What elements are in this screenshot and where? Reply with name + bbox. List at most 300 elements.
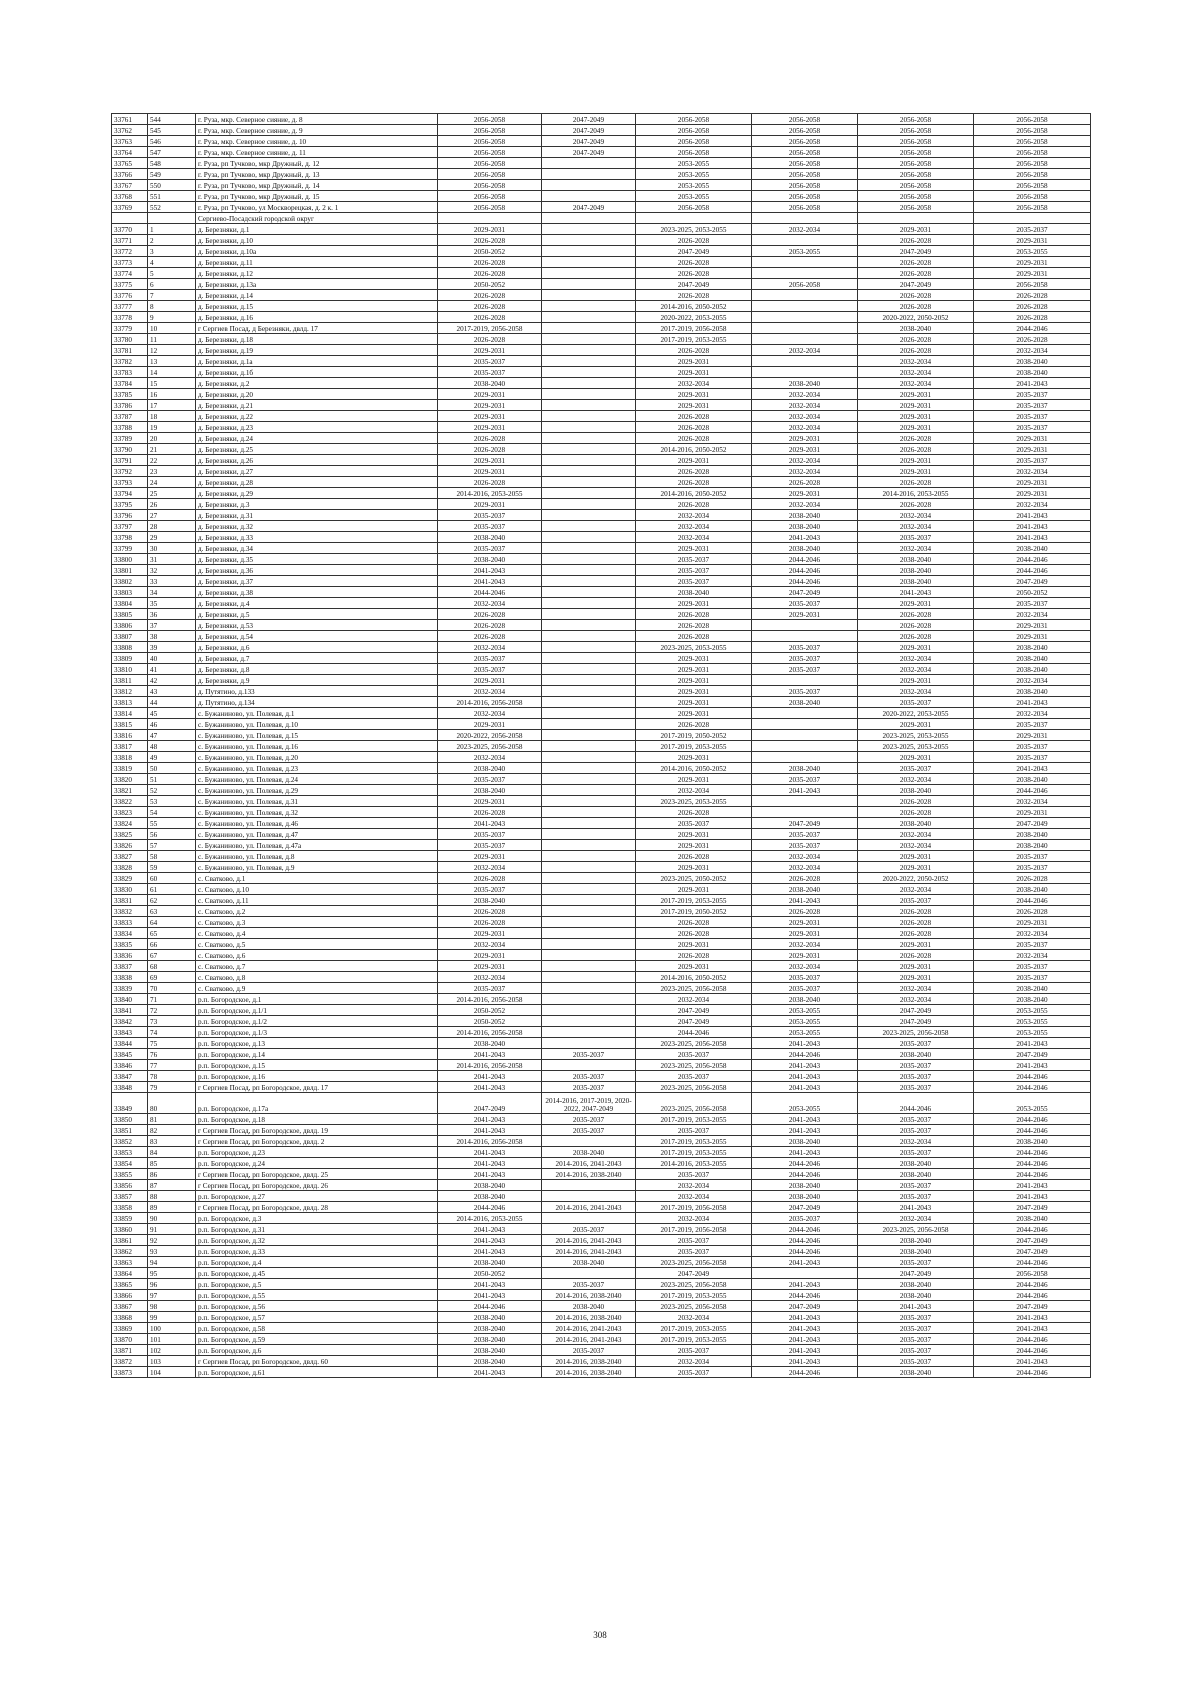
row-number-cell: 11 xyxy=(148,334,196,345)
period-3-cell: 2029-2031 xyxy=(636,664,752,675)
row-id-cell: 33786 xyxy=(112,400,148,411)
period-6-cell: 2038-2040 xyxy=(974,840,1091,851)
row-id-cell: 33855 xyxy=(112,1169,148,1180)
period-4-cell: 2032-2034 xyxy=(752,939,858,950)
period-5-cell: 2032-2034 xyxy=(858,1213,974,1224)
period-1-cell: 2026-2028 xyxy=(438,807,542,818)
table-row xyxy=(112,1268,1091,1279)
table-row xyxy=(112,169,1091,180)
row-number-cell: 547 xyxy=(148,147,196,158)
table-row xyxy=(112,1082,1091,1093)
row-number-cell: 68 xyxy=(148,961,196,972)
period-6-cell: 2044-2046 xyxy=(974,1279,1091,1290)
row-number-cell: 47 xyxy=(148,730,196,741)
period-4-cell: 2035-2037 xyxy=(752,653,858,664)
period-5-cell: 2056-2058 xyxy=(858,169,974,180)
row-number-cell: 31 xyxy=(148,554,196,565)
period-3-cell: 2017-2019, 2053-2055 xyxy=(636,1114,752,1125)
row-number-cell: 3 xyxy=(148,246,196,257)
row-id-cell: 33785 xyxy=(112,389,148,400)
period-4-cell: 2035-2037 xyxy=(752,983,858,994)
address-cell: с. Бужаниново, ул. Полевая, д.15 xyxy=(196,730,438,741)
table-row xyxy=(112,1334,1091,1345)
period-5-cell: 2056-2058 xyxy=(858,147,974,158)
row-id-cell: 33765 xyxy=(112,158,148,169)
row-id-cell: 33854 xyxy=(112,1158,148,1169)
period-5-cell: 2041-2043 xyxy=(858,587,974,598)
period-3-cell: 2023-2025, 2056-2058 xyxy=(636,1060,752,1071)
row-id-cell: 33784 xyxy=(112,378,148,389)
period-3-cell: 2026-2028 xyxy=(636,609,752,620)
period-5-cell: 2035-2037 xyxy=(858,1345,974,1356)
period-2-cell xyxy=(542,763,636,774)
period-5-cell: 2026-2028 xyxy=(858,301,974,312)
period-2-cell xyxy=(542,554,636,565)
period-4-cell: 2053-2055 xyxy=(752,1027,858,1038)
address-cell: Сергиево-Посадский городской округ xyxy=(196,213,438,224)
address-cell: д. Березняки, д.25 xyxy=(196,444,438,455)
row-id-cell: 33827 xyxy=(112,851,148,862)
period-4-cell xyxy=(752,620,858,631)
period-1-cell: 2029-2031 xyxy=(438,400,542,411)
row-id-cell: 33790 xyxy=(112,444,148,455)
row-number-cell: 82 xyxy=(148,1125,196,1136)
period-1-cell: 2044-2046 xyxy=(438,587,542,598)
row-number-cell: 71 xyxy=(148,994,196,1005)
period-6-cell: 2032-2034 xyxy=(974,499,1091,510)
row-number-cell: 46 xyxy=(148,719,196,730)
period-4-cell xyxy=(752,752,858,763)
period-6-cell: 2038-2040 xyxy=(974,356,1091,367)
table-row xyxy=(112,785,1091,796)
period-5-cell: 2038-2040 xyxy=(858,1158,974,1169)
row-id-cell: 33783 xyxy=(112,367,148,378)
period-2-cell xyxy=(542,1038,636,1049)
row-id-cell: 33787 xyxy=(112,411,148,422)
period-2-cell: 2014-2016, 2041-2043 xyxy=(542,1202,636,1213)
row-number-cell: 14 xyxy=(148,367,196,378)
period-4-cell: 2053-2055 xyxy=(752,246,858,257)
period-5-cell: 2035-2037 xyxy=(858,1125,974,1136)
row-id-cell: 33799 xyxy=(112,543,148,554)
address-cell: д. Березняки, д.24 xyxy=(196,433,438,444)
row-number-cell: 21 xyxy=(148,444,196,455)
period-2-cell xyxy=(542,158,636,169)
period-4-cell: 2053-2055 xyxy=(752,1005,858,1016)
period-5-cell: 2032-2034 xyxy=(858,356,974,367)
table-row xyxy=(112,334,1091,345)
row-number-cell: 10 xyxy=(148,323,196,334)
period-2-cell: 2038-2040 xyxy=(542,1301,636,1312)
page-number: 308 xyxy=(593,1630,607,1640)
row-number-cell: 17 xyxy=(148,400,196,411)
row-id-cell: 33794 xyxy=(112,488,148,499)
period-3-cell: 2017-2019, 2056-2058 xyxy=(636,323,752,334)
period-6-cell: 2032-2034 xyxy=(974,796,1091,807)
period-4-cell: 2035-2037 xyxy=(752,829,858,840)
period-1-cell: 2035-2037 xyxy=(438,543,542,554)
period-4-cell xyxy=(752,257,858,268)
row-number-cell: 48 xyxy=(148,741,196,752)
table-row xyxy=(112,598,1091,609)
period-4-cell xyxy=(752,290,858,301)
period-6-cell: 2044-2046 xyxy=(974,554,1091,565)
period-6-cell: 2035-2037 xyxy=(974,389,1091,400)
period-4-cell xyxy=(752,807,858,818)
table-row xyxy=(112,246,1091,257)
period-6-cell: 2035-2037 xyxy=(974,598,1091,609)
period-2-cell xyxy=(542,1136,636,1147)
period-3-cell: 2032-2034 xyxy=(636,1356,752,1367)
period-5-cell: 2047-2049 xyxy=(858,246,974,257)
address-cell: р.п. Богородское, д.13 xyxy=(196,1038,438,1049)
period-1-cell: 2026-2028 xyxy=(438,312,542,323)
period-2-cell xyxy=(542,213,636,224)
period-6-cell: 2056-2058 xyxy=(974,202,1091,213)
address-cell: д. Березняки, д.23 xyxy=(196,422,438,433)
period-6-cell: 2041-2043 xyxy=(974,1180,1091,1191)
period-1-cell: 2026-2028 xyxy=(438,268,542,279)
period-6-cell: 2041-2043 xyxy=(974,1356,1091,1367)
table-row xyxy=(112,664,1091,675)
period-5-cell: 2029-2031 xyxy=(858,862,974,873)
period-5-cell: 2038-2040 xyxy=(858,1169,974,1180)
row-number-cell: 63 xyxy=(148,906,196,917)
address-cell: с. Бужаниново, ул. Полевая, д.9 xyxy=(196,862,438,873)
period-4-cell: 2035-2037 xyxy=(752,686,858,697)
period-2-cell xyxy=(542,983,636,994)
row-id-cell: 33798 xyxy=(112,532,148,543)
period-3-cell: 2026-2028 xyxy=(636,466,752,477)
period-6-cell: 2044-2046 xyxy=(974,1334,1091,1345)
period-4-cell: 2044-2046 xyxy=(752,1049,858,1060)
period-6-cell: 2047-2049 xyxy=(974,1235,1091,1246)
row-id-cell: 33842 xyxy=(112,1016,148,1027)
table-row xyxy=(112,884,1091,895)
period-1-cell: 2026-2028 xyxy=(438,631,542,642)
period-6-cell: 2047-2049 xyxy=(974,1246,1091,1257)
period-4-cell: 2035-2037 xyxy=(752,598,858,609)
address-cell: д. Березняки, д.1 xyxy=(196,224,438,235)
period-1-cell: 2038-2040 xyxy=(438,554,542,565)
period-2-cell xyxy=(542,774,636,785)
table-row xyxy=(112,1224,1091,1235)
period-5-cell: 2032-2034 xyxy=(858,543,974,554)
period-3-cell: 2017-2019, 2053-2055 xyxy=(636,1334,752,1345)
period-4-cell xyxy=(752,301,858,312)
row-number-cell: 51 xyxy=(148,774,196,785)
address-cell: г. Руза, мкр. Северное сияние, д. 11 xyxy=(196,147,438,158)
period-6-cell: 2035-2037 xyxy=(974,752,1091,763)
address-cell: с. Бужаниново, ул. Полевая, д.23 xyxy=(196,763,438,774)
period-4-cell: 2041-2043 xyxy=(752,785,858,796)
period-5-cell: 2038-2040 xyxy=(858,785,974,796)
period-4-cell: 2041-2043 xyxy=(752,532,858,543)
row-number-cell: 20 xyxy=(148,433,196,444)
period-3-cell: 2026-2028 xyxy=(636,345,752,356)
period-1-cell: 2026-2028 xyxy=(438,477,542,488)
address-cell: д. Путятино, д.133 xyxy=(196,686,438,697)
period-2-cell xyxy=(542,488,636,499)
row-number-cell: 89 xyxy=(148,1202,196,1213)
period-4-cell: 2044-2046 xyxy=(752,1224,858,1235)
row-number-cell: 83 xyxy=(148,1136,196,1147)
period-3-cell: 2056-2058 xyxy=(636,147,752,158)
table-row xyxy=(112,1202,1091,1213)
row-number-cell: 27 xyxy=(148,510,196,521)
period-3-cell: 2014-2016, 2050-2052 xyxy=(636,972,752,983)
period-3-cell: 2029-2031 xyxy=(636,400,752,411)
row-id-cell: 33822 xyxy=(112,796,148,807)
period-5-cell: 2023-2025, 2053-2055 xyxy=(858,730,974,741)
period-4-cell xyxy=(752,356,858,367)
table-row xyxy=(112,279,1091,290)
period-2-cell xyxy=(542,246,636,257)
period-6-cell: 2035-2037 xyxy=(974,851,1091,862)
address-cell: с. Сватково, д.6 xyxy=(196,950,438,961)
address-cell: с. Бужаниново, ул. Полевая, д.10 xyxy=(196,719,438,730)
period-1-cell: 2056-2058 xyxy=(438,125,542,136)
period-6-cell: 2044-2046 xyxy=(974,1224,1091,1235)
row-number-cell: 2 xyxy=(148,235,196,246)
period-2-cell xyxy=(542,576,636,587)
period-4-cell: 2047-2049 xyxy=(752,1202,858,1213)
period-2-cell: 2038-2040 xyxy=(542,1147,636,1158)
period-1-cell: 2032-2034 xyxy=(438,708,542,719)
period-1-cell: 2032-2034 xyxy=(438,939,542,950)
table-row xyxy=(112,708,1091,719)
period-6-cell: 2056-2058 xyxy=(974,136,1091,147)
row-number-cell: 57 xyxy=(148,840,196,851)
period-5-cell: 2026-2028 xyxy=(858,609,974,620)
period-2-cell xyxy=(542,433,636,444)
row-id-cell: 33820 xyxy=(112,774,148,785)
row-id-cell: 33792 xyxy=(112,466,148,477)
period-1-cell: 2041-2043 xyxy=(438,1290,542,1301)
period-2-cell: 2014-2016, 2038-2040 xyxy=(542,1290,636,1301)
period-1-cell: 2029-2031 xyxy=(438,675,542,686)
table-row xyxy=(112,1290,1091,1301)
period-5-cell: 2029-2031 xyxy=(858,224,974,235)
period-3-cell: 2026-2028 xyxy=(636,917,752,928)
period-4-cell xyxy=(752,268,858,279)
period-5-cell: 2029-2031 xyxy=(858,675,974,686)
period-5-cell: 2047-2049 xyxy=(858,1005,974,1016)
period-1-cell: 2041-2043 xyxy=(438,1279,542,1290)
address-cell: р.п. Богородское, д.24 xyxy=(196,1158,438,1169)
period-3-cell: 2026-2028 xyxy=(636,268,752,279)
row-id-cell: 33834 xyxy=(112,928,148,939)
period-5-cell: 2056-2058 xyxy=(858,191,974,202)
table-row xyxy=(112,774,1091,785)
period-6-cell: 2044-2046 xyxy=(974,1345,1091,1356)
period-4-cell: 2044-2046 xyxy=(752,1367,858,1378)
row-number-cell: 37 xyxy=(148,620,196,631)
period-6-cell: 2035-2037 xyxy=(974,400,1091,411)
address-cell: р.п. Богородское, д.57 xyxy=(196,1312,438,1323)
period-4-cell: 2032-2034 xyxy=(752,345,858,356)
period-4-cell: 2041-2043 xyxy=(752,1071,858,1082)
period-3-cell: 2023-2025, 2056-2058 xyxy=(636,1038,752,1049)
row-id-cell: 33804 xyxy=(112,598,148,609)
address-cell: р.п. Богородское, д.55 xyxy=(196,1290,438,1301)
row-id-cell: 33769 xyxy=(112,202,148,213)
row-id-cell: 33837 xyxy=(112,961,148,972)
address-cell: р.п. Богородское, д.33 xyxy=(196,1246,438,1257)
period-5-cell: 2026-2028 xyxy=(858,631,974,642)
period-1-cell: 2041-2043 xyxy=(438,576,542,587)
period-4-cell: 2056-2058 xyxy=(752,279,858,290)
row-number-cell: 4 xyxy=(148,257,196,268)
address-cell: с. Бужаниново, ул. Полевая, д.47 xyxy=(196,829,438,840)
period-1-cell: 2050-2052 xyxy=(438,246,542,257)
period-4-cell: 2035-2037 xyxy=(752,840,858,851)
row-id-cell: 33829 xyxy=(112,873,148,884)
period-2-cell: 2047-2049 xyxy=(542,147,636,158)
row-id-cell: 33810 xyxy=(112,664,148,675)
row-number-cell: 73 xyxy=(148,1016,196,1027)
row-id-cell: 33766 xyxy=(112,169,148,180)
period-3-cell xyxy=(636,213,752,224)
period-6-cell: 2041-2043 xyxy=(974,1060,1091,1071)
table-row xyxy=(112,961,1091,972)
address-cell: г. Руза, рп Тучково, ул Москворецкая, д. 2 к. 1 xyxy=(196,202,438,213)
period-1-cell: 2056-2058 xyxy=(438,136,542,147)
period-3-cell: 2023-2025, 2056-2058 xyxy=(636,1301,752,1312)
period-2-cell: 2047-2049 xyxy=(542,202,636,213)
period-6-cell: 2056-2058 xyxy=(974,147,1091,158)
address-cell: д. Березняки, д.28 xyxy=(196,477,438,488)
table-row xyxy=(112,994,1091,1005)
table-row xyxy=(112,1093,1091,1114)
period-2-cell xyxy=(542,345,636,356)
row-number-cell: 74 xyxy=(148,1027,196,1038)
period-3-cell: 2047-2049 xyxy=(636,1005,752,1016)
period-4-cell: 2038-2040 xyxy=(752,510,858,521)
period-4-cell: 2032-2034 xyxy=(752,455,858,466)
address-cell: г Сергиев Посад, д Березняки, двлд. 17 xyxy=(196,323,438,334)
period-2-cell xyxy=(542,543,636,554)
row-number-cell: 18 xyxy=(148,411,196,422)
period-1-cell: 2026-2028 xyxy=(438,917,542,928)
row-number-cell: 19 xyxy=(148,422,196,433)
period-1-cell xyxy=(438,213,542,224)
period-1-cell: 2041-2043 xyxy=(438,818,542,829)
period-4-cell: 2026-2028 xyxy=(752,477,858,488)
row-number-cell: 85 xyxy=(148,1158,196,1169)
period-6-cell: 2041-2043 xyxy=(974,378,1091,389)
period-5-cell: 2044-2046 xyxy=(858,1093,974,1114)
table-row xyxy=(112,796,1091,807)
period-6-cell: 2029-2031 xyxy=(974,257,1091,268)
address-cell: с. Бужаниново, ул. Полевая, д.24 xyxy=(196,774,438,785)
period-6-cell: 2038-2040 xyxy=(974,367,1091,378)
table-row xyxy=(112,829,1091,840)
address-cell: д. Березняки, д.11 xyxy=(196,257,438,268)
row-id-cell: 33824 xyxy=(112,818,148,829)
period-1-cell: 2029-2031 xyxy=(438,466,542,477)
period-5-cell: 2038-2040 xyxy=(858,1290,974,1301)
period-2-cell xyxy=(542,697,636,708)
period-5-cell: 2038-2040 xyxy=(858,818,974,829)
period-1-cell: 2041-2043 xyxy=(438,1071,542,1082)
row-id-cell: 33840 xyxy=(112,994,148,1005)
table-row xyxy=(112,631,1091,642)
address-cell: с. Бужаниново, ул. Полевая, д.16 xyxy=(196,741,438,752)
row-number-cell: 44 xyxy=(148,697,196,708)
row-id-cell: 33861 xyxy=(112,1235,148,1246)
row-id-cell: 33849 xyxy=(112,1093,148,1114)
address-cell: с. Сватково, д.11 xyxy=(196,895,438,906)
period-5-cell: 2056-2058 xyxy=(858,136,974,147)
table-row xyxy=(112,1257,1091,1268)
row-id-cell: 33857 xyxy=(112,1191,148,1202)
address-cell: д. Березняки, д.6 xyxy=(196,642,438,653)
row-id-cell: 33817 xyxy=(112,741,148,752)
period-3-cell: 2026-2028 xyxy=(636,290,752,301)
period-3-cell: 2029-2031 xyxy=(636,708,752,719)
period-3-cell: 2026-2028 xyxy=(636,235,752,246)
period-2-cell xyxy=(542,895,636,906)
table-row xyxy=(112,1158,1091,1169)
period-1-cell: 2026-2028 xyxy=(438,257,542,268)
period-4-cell: 2047-2049 xyxy=(752,587,858,598)
address-cell: с. Бужаниново, ул. Полевая, д.20 xyxy=(196,752,438,763)
period-5-cell: 2035-2037 xyxy=(858,1334,974,1345)
period-1-cell: 2020-2022, 2056-2058 xyxy=(438,730,542,741)
period-6-cell: 2047-2049 xyxy=(974,1301,1091,1312)
period-2-cell xyxy=(542,301,636,312)
period-3-cell: 2014-2016, 2050-2052 xyxy=(636,763,752,774)
period-1-cell: 2038-2040 xyxy=(438,1356,542,1367)
period-6-cell: 2032-2034 xyxy=(974,466,1091,477)
period-5-cell: 2035-2037 xyxy=(858,1082,974,1093)
period-3-cell: 2026-2028 xyxy=(636,257,752,268)
period-4-cell: 2038-2040 xyxy=(752,1180,858,1191)
period-2-cell xyxy=(542,510,636,521)
row-number-cell: 86 xyxy=(148,1169,196,1180)
address-cell: р.п. Богородское, д.14 xyxy=(196,1049,438,1060)
row-number-cell: 25 xyxy=(148,488,196,499)
period-2-cell xyxy=(542,752,636,763)
period-1-cell: 2044-2046 xyxy=(438,1301,542,1312)
table-row xyxy=(112,554,1091,565)
period-2-cell xyxy=(542,191,636,202)
row-id-cell: 33831 xyxy=(112,895,148,906)
period-3-cell: 2029-2031 xyxy=(636,455,752,466)
table-row xyxy=(112,301,1091,312)
row-id-cell: 33823 xyxy=(112,807,148,818)
period-2-cell xyxy=(542,873,636,884)
period-5-cell: 2023-2025, 2056-2058 xyxy=(858,1027,974,1038)
table-row xyxy=(112,620,1091,631)
period-6-cell: 2029-2031 xyxy=(974,631,1091,642)
row-number-cell: 5 xyxy=(148,268,196,279)
address-cell: с. Сватково, д.9 xyxy=(196,983,438,994)
row-number-cell: 16 xyxy=(148,389,196,400)
period-1-cell: 2056-2058 xyxy=(438,114,542,125)
period-3-cell: 2032-2034 xyxy=(636,532,752,543)
table-row xyxy=(112,928,1091,939)
row-id-cell: 33868 xyxy=(112,1312,148,1323)
period-1-cell: 2038-2040 xyxy=(438,763,542,774)
row-id-cell: 33864 xyxy=(112,1268,148,1279)
period-6-cell: 2032-2034 xyxy=(974,950,1091,961)
period-1-cell: 2041-2043 xyxy=(438,1169,542,1180)
address-cell: р.п. Богородское, д.18 xyxy=(196,1114,438,1125)
row-number-cell: 75 xyxy=(148,1038,196,1049)
period-5-cell: 2035-2037 xyxy=(858,1114,974,1125)
